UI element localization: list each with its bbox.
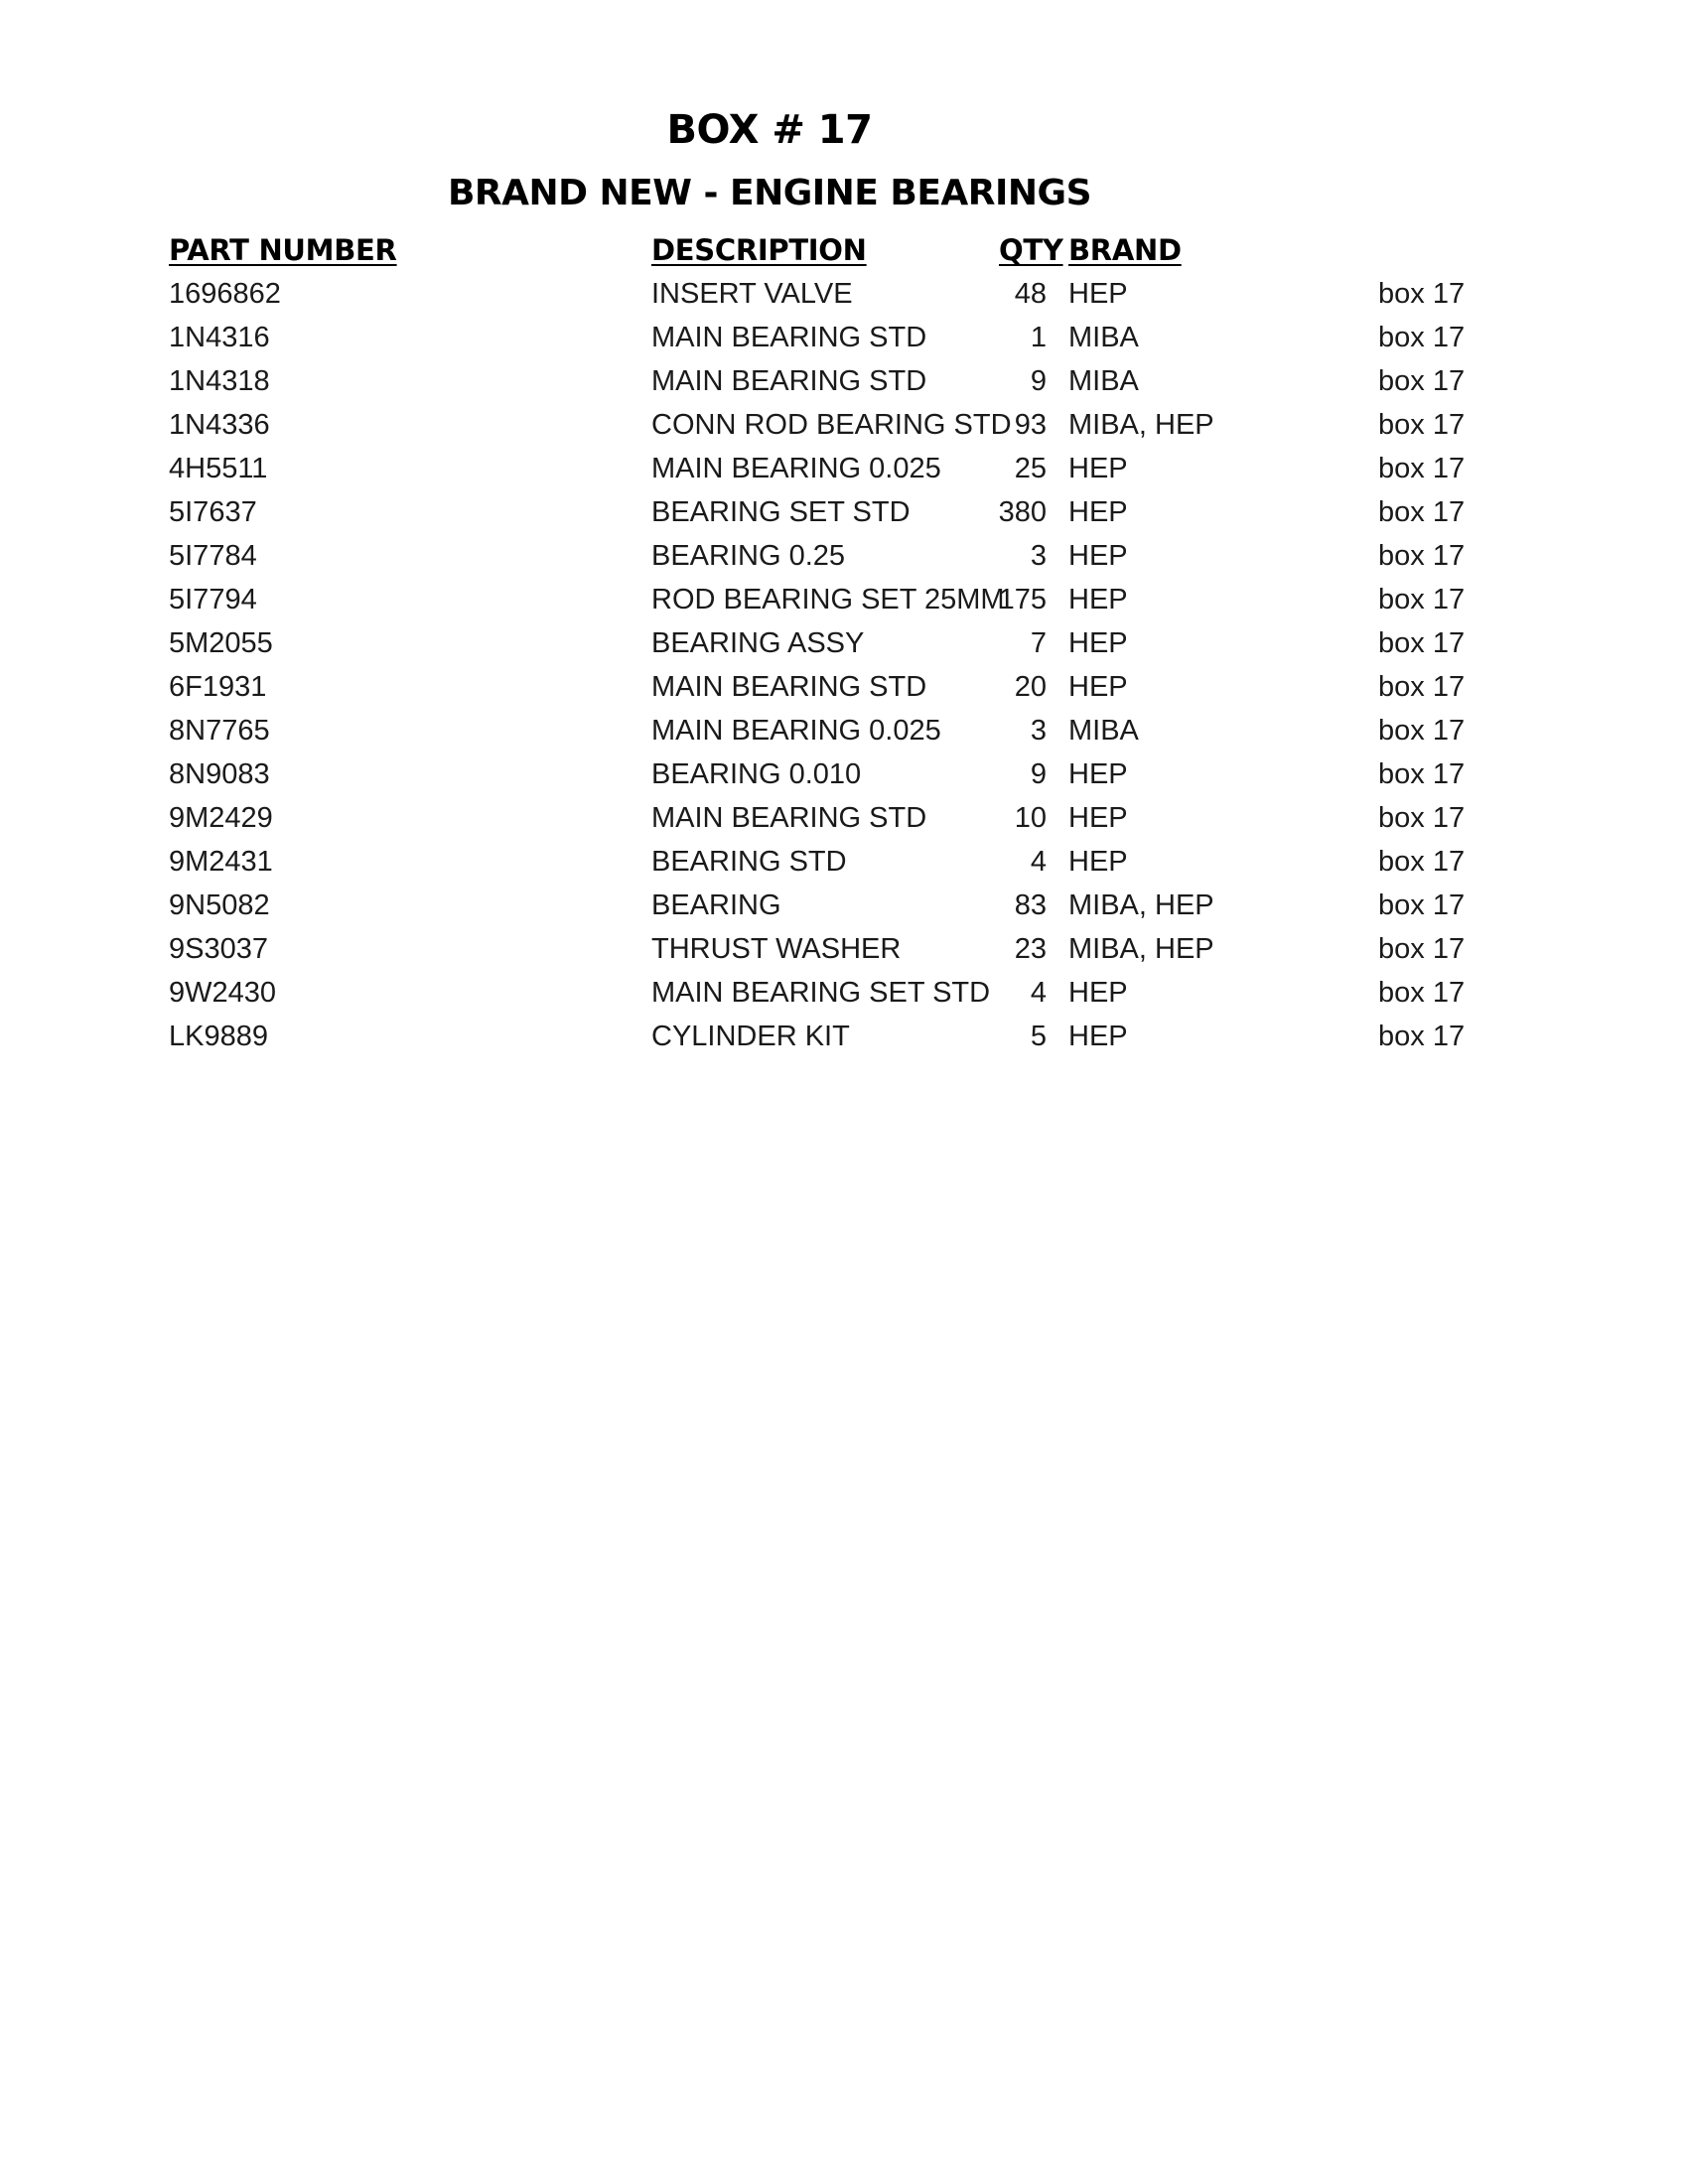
part-number-cell: 9M2429 <box>169 802 273 834</box>
qty-cell: 3 <box>1030 540 1047 572</box>
description-cell: MAIN BEARING 0.025 <box>651 715 941 747</box>
column-header-description: DESCRIPTION <box>651 233 867 267</box>
brand-cell: HEP <box>1068 802 1128 834</box>
table-row <box>169 534 1499 578</box>
location-cell: box 17 <box>1378 627 1466 659</box>
part-number-cell: 1N4318 <box>169 365 270 397</box>
table-row <box>169 447 1499 490</box>
brand-cell: MIBA <box>1068 365 1139 397</box>
description-cell: BEARING STD <box>651 846 847 878</box>
description-cell: BEARING 0.25 <box>651 540 846 572</box>
brand-cell: HEP <box>1068 1021 1128 1052</box>
brand-cell: HEP <box>1068 627 1128 659</box>
inventory-table <box>169 228 1499 1058</box>
description-cell: MAIN BEARING STD <box>651 671 927 703</box>
brand-cell: HEP <box>1068 496 1128 528</box>
location-cell: box 17 <box>1378 933 1466 965</box>
description-cell: MAIN BEARING STD <box>651 365 927 397</box>
description-cell: THRUST WASHER <box>651 933 902 965</box>
table-header-row <box>169 228 1499 272</box>
location-cell: box 17 <box>1378 1021 1466 1052</box>
description-cell: MAIN BEARING 0.025 <box>651 453 941 484</box>
part-number-cell: 8N7765 <box>169 715 270 747</box>
description-cell: MAIN BEARING STD <box>651 802 927 834</box>
description-cell: BEARING SET STD <box>651 496 911 528</box>
table-row <box>169 621 1499 665</box>
location-cell: box 17 <box>1378 278 1466 310</box>
location-cell: box 17 <box>1378 322 1466 353</box>
description-cell: CONN ROD BEARING STD <box>651 409 1012 441</box>
table-row <box>169 971 1499 1015</box>
part-number-cell: 6F1931 <box>169 671 267 703</box>
qty-cell: 20 <box>1014 671 1047 703</box>
brand-cell: HEP <box>1068 584 1128 615</box>
location-cell: box 17 <box>1378 758 1466 790</box>
part-number-cell: 5I7794 <box>169 584 257 615</box>
part-number-cell: 4H5511 <box>169 453 268 484</box>
box-title: BOX # 17 <box>666 107 873 153</box>
part-number-cell: 9W2430 <box>169 977 277 1009</box>
part-number-cell: 5M2055 <box>169 627 273 659</box>
brand-cell: HEP <box>1068 540 1128 572</box>
location-cell: box 17 <box>1378 584 1466 615</box>
location-cell: box 17 <box>1378 977 1466 1009</box>
location-cell: box 17 <box>1378 715 1466 747</box>
location-cell: box 17 <box>1378 409 1466 441</box>
part-number-cell: 1696862 <box>169 278 281 310</box>
qty-cell: 93 <box>1014 409 1047 441</box>
qty-cell: 175 <box>998 584 1047 615</box>
location-cell: box 17 <box>1378 846 1466 878</box>
part-number-cell: 1N4316 <box>169 322 270 353</box>
column-header-brand: BRAND <box>1068 233 1182 267</box>
description-cell: MAIN BEARING STD <box>651 322 927 353</box>
qty-cell: 380 <box>998 496 1047 528</box>
brand-cell: MIBA, HEP <box>1068 409 1214 441</box>
table-row <box>169 709 1499 752</box>
qty-cell: 48 <box>1014 278 1047 310</box>
location-cell: box 17 <box>1378 496 1466 528</box>
table-row <box>169 840 1499 884</box>
part-number-cell: 8N9083 <box>169 758 270 790</box>
table-row <box>169 665 1499 709</box>
qty-cell: 23 <box>1014 933 1047 965</box>
qty-cell: 3 <box>1030 715 1047 747</box>
part-number-cell: 9M2431 <box>169 846 273 878</box>
qty-cell: 7 <box>1030 627 1047 659</box>
description-cell: BEARING 0.010 <box>651 758 862 790</box>
part-number-cell: 1N4336 <box>169 409 270 441</box>
table-row <box>169 578 1499 621</box>
document-subtitle: BRAND NEW - ENGINE BEARINGS <box>447 173 1092 213</box>
table-row <box>169 359 1499 403</box>
qty-cell: 10 <box>1014 802 1047 834</box>
brand-cell: MIBA <box>1068 715 1139 747</box>
brand-cell: MIBA <box>1068 322 1139 353</box>
description-cell: MAIN BEARING SET STD <box>651 977 991 1009</box>
qty-cell: 25 <box>1014 453 1047 484</box>
column-header-qty: QTY <box>999 233 1063 267</box>
qty-cell: 5 <box>1030 1021 1047 1052</box>
table-row <box>169 752 1499 796</box>
brand-cell: MIBA, HEP <box>1068 889 1214 921</box>
table-row <box>169 884 1499 927</box>
description-cell: BEARING <box>651 889 781 921</box>
brand-cell: HEP <box>1068 671 1128 703</box>
description-cell: CYLINDER KIT <box>651 1021 850 1052</box>
description-cell: INSERT VALVE <box>651 278 853 310</box>
brand-cell: HEP <box>1068 758 1128 790</box>
location-cell: box 17 <box>1378 889 1466 921</box>
qty-cell: 1 <box>1030 322 1047 353</box>
qty-cell: 9 <box>1030 758 1047 790</box>
qty-cell: 4 <box>1030 977 1047 1009</box>
brand-cell: HEP <box>1068 977 1128 1009</box>
brand-cell: HEP <box>1068 278 1128 310</box>
part-number-cell: 9N5082 <box>169 889 270 921</box>
table-row <box>169 927 1499 971</box>
description-cell: ROD BEARING SET 25MM <box>651 584 1005 615</box>
part-number-cell: LK9889 <box>169 1021 268 1052</box>
location-cell: box 17 <box>1378 453 1466 484</box>
location-cell: box 17 <box>1378 365 1466 397</box>
table-row <box>169 796 1499 840</box>
table-row <box>169 1015 1499 1058</box>
description-cell: BEARING ASSY <box>651 627 865 659</box>
part-number-cell: 9S3037 <box>169 933 268 965</box>
brand-cell: HEP <box>1068 453 1128 484</box>
location-cell: box 17 <box>1378 671 1466 703</box>
qty-cell: 4 <box>1030 846 1047 878</box>
part-number-cell: 5I7637 <box>169 496 257 528</box>
brand-cell: HEP <box>1068 846 1128 878</box>
column-header-part-number: PART NUMBER <box>169 233 397 267</box>
table-row <box>169 316 1499 359</box>
table-row <box>169 490 1499 534</box>
location-cell: box 17 <box>1378 802 1466 834</box>
qty-cell: 9 <box>1030 365 1047 397</box>
qty-cell: 83 <box>1014 889 1047 921</box>
table-row <box>169 403 1499 447</box>
part-number-cell: 5I7784 <box>169 540 257 572</box>
table-body <box>169 272 1499 1058</box>
table-row <box>169 272 1499 316</box>
brand-cell: MIBA, HEP <box>1068 933 1214 965</box>
location-cell: box 17 <box>1378 540 1466 572</box>
